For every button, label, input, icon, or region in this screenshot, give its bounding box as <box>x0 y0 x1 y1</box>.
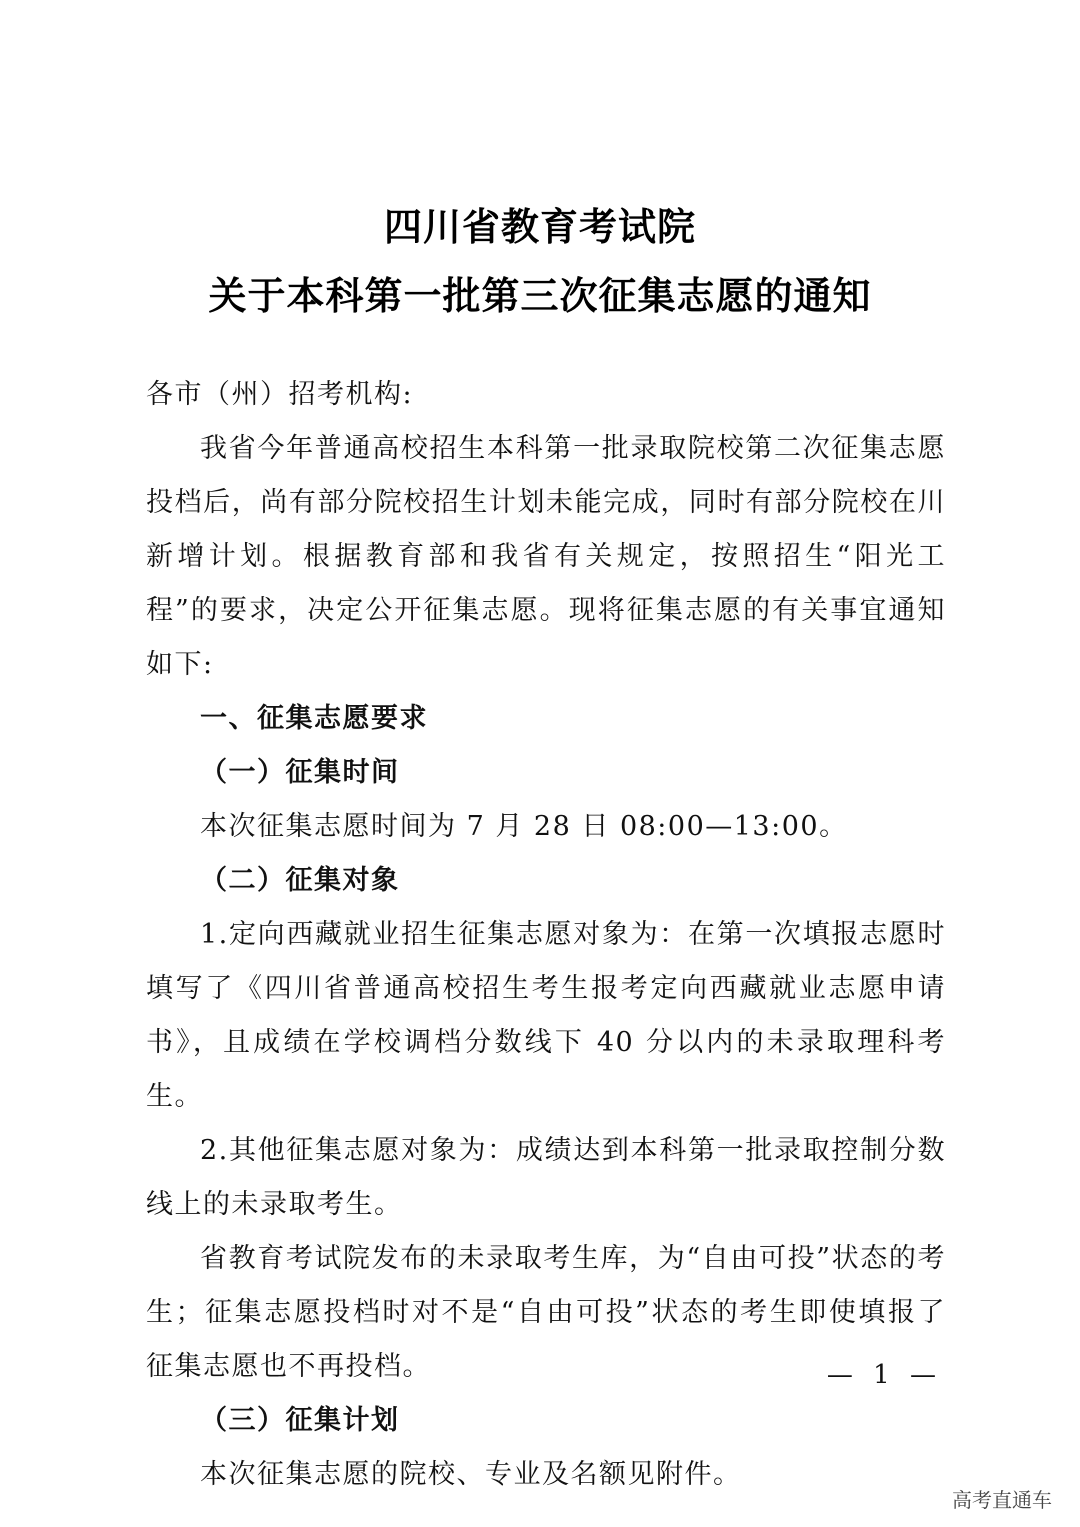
sub3-heading: （三）征集计划 <box>200 1405 400 1436</box>
document-title-line2: 关于本科第一批第三次征集志愿的通知 <box>208 273 872 318</box>
document-body <box>146 368 946 1502</box>
sub1-text: 本次征集志愿时间为 7 月 28 日 08:00—13:00。 <box>200 811 848 842</box>
section1-heading: 一、征集志愿要求 <box>200 703 428 734</box>
sub2-heading: （二）征集对象 <box>200 865 400 896</box>
watermark: 高考直通车 <box>952 1488 1052 1512</box>
page-number: — 1 — <box>826 1360 942 1390</box>
sub1-heading: （一）征集时间 <box>200 757 400 788</box>
sub3-text: 本次征集志愿的院校、专业及名额见附件。 <box>200 1459 742 1490</box>
sub2-note: 省教育考试院发布的未录取考生库，为“自由可投”状态的考生；征集志愿投档时对不是“自由可投”状态的考生即使填报了征集志愿也不再投档。 <box>146 1243 946 1382</box>
salutation: 各市（州）招考机构: <box>146 379 414 410</box>
sub2-item1: 1.定向西藏就业招生征集志愿对象为：在第一次填报志愿时填写了《四川省普通高校招生考生报考定向西藏就业志愿申请书》，且成绩在学校调档分数线下 40 分以内的未录取理科考生。 <box>146 919 946 1112</box>
intro-paragraph: 我省今年普通高校招生本科第一批录取院校第二次征集志愿投档后，尚有部分院校招生计划未能完成，同时有部分院校在川新增计划。根据教育部和我省有关规定，按照招生“阳光工程”的要求，决定公开征集志愿。现将征集志愿的有关事宜通知如下: <box>146 433 946 680</box>
document-title-line1: 四川省教育考试院 <box>383 204 696 249</box>
sub2-item2: 2.其他征集志愿对象为：成绩达到本科第一批录取控制分数线上的未录取考生。 <box>146 1135 946 1220</box>
